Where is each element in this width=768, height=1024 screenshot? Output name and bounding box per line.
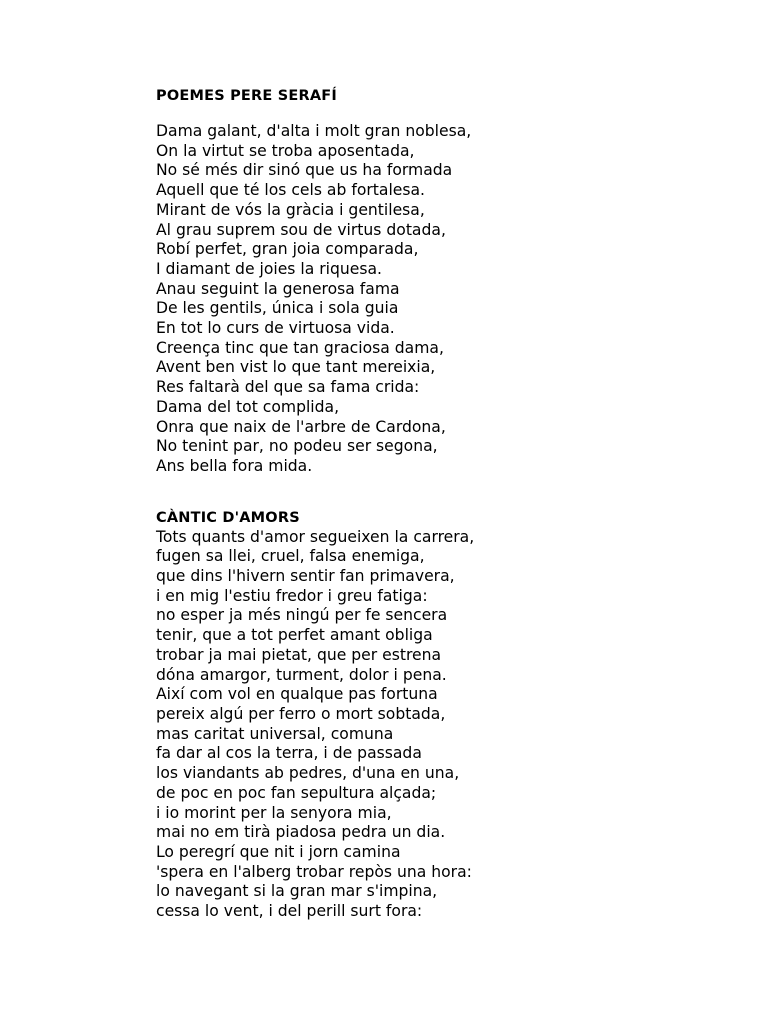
poem-line: No sé més dir sinó que us ha formada — [156, 161, 453, 180]
poem-line: Així com vol en qualque pas fortuna — [156, 685, 438, 704]
poem-line: i io morint per la senyora mia, — [156, 803, 392, 822]
poem-2-title: CÀNTIC D'AMORS — [156, 509, 300, 526]
poem-line: mas caritat universal, comuna — [156, 724, 394, 743]
poem-line: pereix algú per ferro o mort sobtada, — [156, 704, 446, 723]
poem-line: tenir, que a tot perfet amant obliga — [156, 626, 433, 645]
poem-1-body — [156, 122, 736, 477]
poem-line: No tenint par, no podeu ser segona, — [156, 437, 438, 456]
poem-line: que dins l'hivern sentir fan primavera, — [156, 567, 455, 586]
poem-line: mai no em tirà piadosa pedra un dia. — [156, 823, 446, 842]
poem-line: Al grau suprem sou de virtus dotada, — [156, 220, 446, 239]
poem-line: Ans bella fora mida. — [156, 456, 313, 475]
section-spacer — [156, 477, 736, 508]
poem-line: Anau seguint la generosa fama — [156, 279, 400, 298]
poem-line: Avent ben vist lo que tant mereixia, — [156, 358, 436, 377]
poem-line: Creença tinc que tan graciosa dama, — [156, 338, 444, 357]
poem-line: cessa lo vent, i del perill surt fora: — [156, 902, 423, 921]
poem-line: En tot lo curs de virtuosa vida. — [156, 319, 395, 338]
poem-line: i en mig l'estiu fredor i greu fatiga: — [156, 586, 428, 605]
poem-line: los viandants ab pedres, d'una en una, — [156, 764, 460, 783]
poem-line: 'spera en l'alberg trobar repòs una hora: — [156, 862, 472, 881]
poem-line: de poc en poc fan sepultura alçada; — [156, 783, 437, 802]
poem-1-title: POEMES PERE SERAFÍ — [156, 88, 337, 104]
poem-line: Dama galant, d'alta i molt gran noblesa, — [156, 122, 472, 140]
poem-line: De les gentils, única i sola guia — [156, 299, 399, 318]
poem-line: I diamant de joies la riquesa. — [156, 259, 382, 278]
poem-line: On la virtut se troba aposentada, — [156, 141, 415, 160]
document-content — [156, 86, 736, 922]
poem-line: Mirant de vós la gràcia i gentilesa, — [156, 200, 425, 219]
poem-line: Robí perfet, gran joia comparada, — [156, 240, 419, 259]
poem-line: Tots quants d'amor segueixen la carrera, — [156, 527, 475, 546]
poem-line: Aquell que té los cels ab fortalesa. — [156, 181, 426, 200]
poem-line: fa dar al cos la terra, i de passada — [156, 744, 422, 763]
poem-line: Dama del tot complida, — [156, 397, 340, 416]
poem-line: Lo peregrí que nit i jorn camina — [156, 842, 401, 861]
poem-line: fugen sa llei, cruel, falsa enemiga, — [156, 547, 425, 566]
poem-line: dóna amargor, turment, dolor i pena. — [156, 665, 447, 684]
poem-line: Res faltarà del que sa fama crida: — [156, 378, 420, 397]
poem-2-body — [156, 528, 736, 922]
poem-line: lo navegant si la gran mar s'impina, — [156, 882, 438, 901]
poem-line: trobar ja mai pietat, que per estrena — [156, 645, 442, 664]
poem-line: Onra que naix de l'arbre de Cardona, — [156, 417, 446, 436]
poem-line: no esper ja més ningú per fe sencera — [156, 606, 448, 625]
